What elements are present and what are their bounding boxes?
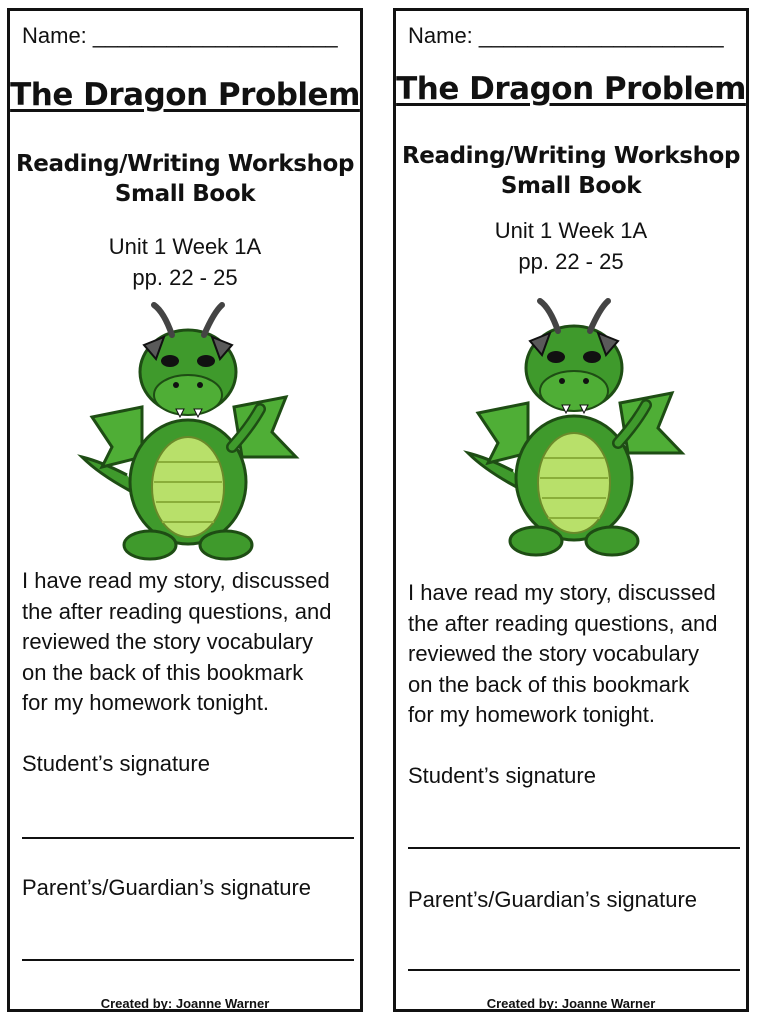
pages-line: pp. 22 - 25 xyxy=(518,249,624,274)
subtitle-line-2: Small Book xyxy=(500,173,642,199)
unit-info xyxy=(10,231,360,293)
unit-info xyxy=(396,215,746,277)
name-field[interactable]: Name: ____________________ xyxy=(408,23,724,48)
statement-line: I have read my story, discussed xyxy=(22,568,330,593)
bookmark-right xyxy=(393,8,749,1012)
pages-line: pp. 22 - 25 xyxy=(132,265,238,290)
workshop-subtitle xyxy=(10,149,360,209)
student-signature-label: Student’s signature xyxy=(408,763,596,788)
statement-line: for my homework tonight. xyxy=(22,690,269,716)
dragon-illustration xyxy=(458,293,690,557)
book-title: The Dragon Problem xyxy=(396,71,746,107)
subtitle-line-1: Reading/Writing Workshop xyxy=(401,143,741,169)
statement-line: I have read my story, discussed xyxy=(408,580,716,605)
dragon-illustration xyxy=(72,297,304,561)
name-field[interactable]: Name: ____________________ xyxy=(22,23,338,48)
homework-statement xyxy=(408,578,738,731)
student-signature-label: Student’s signature xyxy=(22,751,210,776)
homework-statement xyxy=(22,566,352,719)
statement-line: on the back of this bookmark xyxy=(22,659,304,685)
book-title: The Dragon Problem xyxy=(10,77,360,113)
parent-signature-line[interactable] xyxy=(408,969,740,971)
parent-signature-line[interactable] xyxy=(22,959,354,961)
student-signature-line[interactable] xyxy=(408,847,740,849)
parent-signature-label: Parent’s/Guardian’s signature xyxy=(22,875,312,900)
statement-line: for my homework tonight. xyxy=(408,702,655,728)
statement-line: reviewed the story vocabulary xyxy=(408,641,700,667)
student-signature-line[interactable] xyxy=(22,837,354,839)
subtitle-line-2: Small Book xyxy=(114,181,256,207)
statement-line: the after reading questions, and xyxy=(22,598,332,624)
statement-line: on the back of this bookmark xyxy=(408,671,690,697)
credit-line: Created by: Joanne Warner xyxy=(100,996,270,1011)
unit-line: Unit 1 Week 1A xyxy=(494,218,648,243)
credit-line: Created by: Joanne Warner xyxy=(486,996,656,1011)
statement-line: reviewed the story vocabulary xyxy=(22,629,314,655)
unit-line: Unit 1 Week 1A xyxy=(108,234,262,259)
subtitle-line-1: Reading/Writing Workshop xyxy=(15,151,355,177)
parent-signature-label: Parent’s/Guardian’s signature xyxy=(408,887,698,912)
workshop-subtitle xyxy=(396,141,746,201)
statement-line: the after reading questions, and xyxy=(408,610,718,636)
bookmark-left xyxy=(7,8,363,1012)
